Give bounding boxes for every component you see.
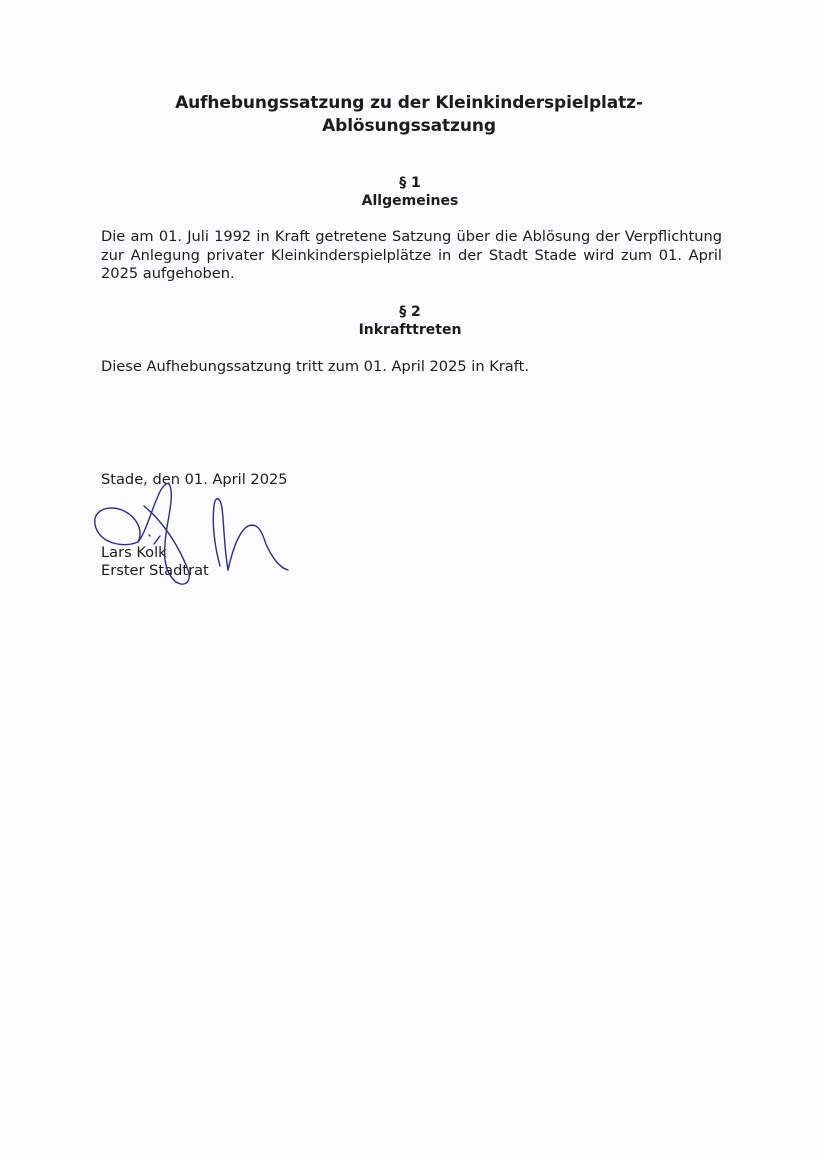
- signer-name: Lars Kolk: [101, 544, 167, 561]
- place-date: Stade, den 01. April 2025: [101, 471, 288, 488]
- document-title: [150, 92, 668, 138]
- title-line-1: Aufhebungssatzung zu der Kleinkinderspielplatz-: [175, 93, 643, 113]
- section-1-number: § 1: [399, 175, 421, 191]
- section-1-text: Die am 01. Juli 1992 in Kraft getretene Satzung über die Ablösung der Verpflichtung zur Anlegung privater Kleinkinderspielplätze in der Stadt Stade wird zum 01. April 2025 aufgehoben.: [101, 228, 722, 282]
- section-1-heading: Allgemeines: [361, 193, 459, 209]
- section-2-number: § 2: [399, 304, 421, 320]
- section-2-heading: Inkrafttreten: [358, 322, 462, 338]
- handwritten-signature: [88, 466, 298, 590]
- section-2-text: Diese Aufhebungssatzung tritt zum 01. April 2025 in Kraft.: [101, 358, 529, 375]
- signer-title: Erster Stadtrat: [101, 562, 209, 579]
- title-line-2: Ablösungssatzung: [322, 116, 496, 136]
